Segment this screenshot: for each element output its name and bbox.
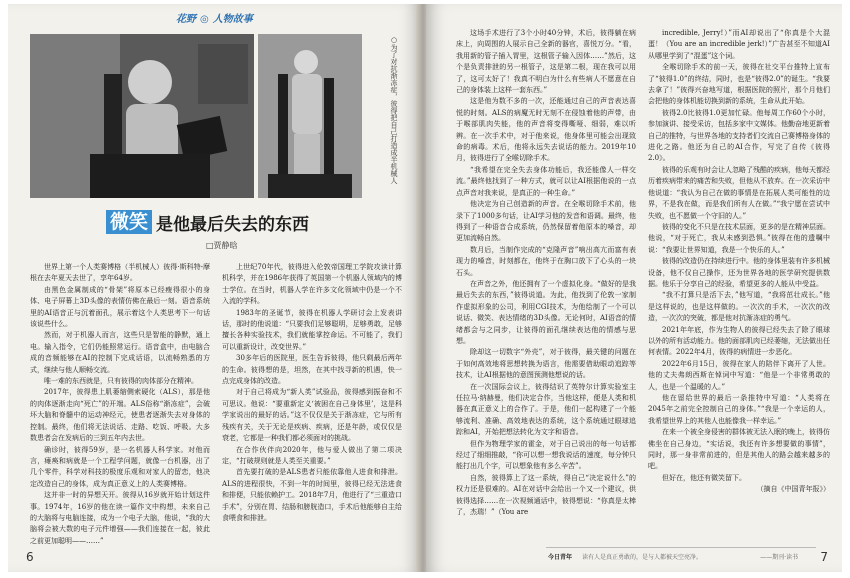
paragraph: 30多年后的医院里，医生告诉彼得，他只剩最后两年的生命。彼得想的是，坦然，在其中找寻新的机遇，快一点完成身体的改造。 <box>222 354 402 386</box>
paragraph: 在合作伙伴向2020年，他与爱人做出了第二项决定，“打破规则就是人类至关重要。” <box>222 445 402 465</box>
header-section: 花野 <box>176 14 196 25</box>
magazine-spread <box>8 4 842 572</box>
article-title <box>106 210 309 234</box>
paragraph: 除却这一切数字“外壳”，对于彼得，最关键的问题在于如何高效地将思想转换为语言，他需要借助眼动追踪等技术，让AI根据他的意图预测他想说的话。 <box>456 348 636 380</box>
photo-group <box>30 34 362 198</box>
paragraph: 但好在，他还有微笑留下。 <box>662 473 746 482</box>
paragraph: 这是他为数不多的一次，还能通过自己的声音表达喜悦的时刻。ALS的病魔无时无刻不在侵蚀着他的声带，由于喉部肌肉失能，他的声音将变得嘶哑、细弱，难以听辨。在一次手术中，对于他来说，他身体里可能会出现致命的病毒。术后，他将永远失去说话的能力。2019年10月，彼得进行了全喉切除手术。 <box>456 97 636 163</box>
paragraph: 确诊时，彼得59岁，是一名机器人科学家。对他而言，瘫痪和病就是一个工程学问题，就像一台机器，出了几个零件，科学对科技的极度乐观和对家人的留恋，他决定改造自己的身体，成为真正意义上的人类赛博格。 <box>30 445 210 488</box>
paragraph: 2017年，彼得患上肌萎缩侧索硬化（ALS），那是他的肉体逐渐走向“死亡”的开端。ALS俗称“渐冻症”，会破坏大脑和脊髓中的运动神经元，使患者逐渐失去对身体的控制。最终，他们将无法说话、走路、吃饭、呼吸。大多数患者会在发病后的三到五年内去世。 <box>30 388 210 443</box>
footer-magazine: 今日青年 <box>548 554 573 561</box>
footer-rule <box>546 547 816 548</box>
left-column-1 <box>30 262 210 554</box>
paragraph: 2021年年底，作为生物人的彼得已经失去了除了眼球以外的所有活动能力。他的面部肌肉已经萎缩，无法做出任何表情。2022年4月，彼得的病情进一步恶化。 <box>648 325 830 357</box>
page-number-right: 7 <box>820 550 828 564</box>
photo-caption: ○为了对抗渐冻症，彼得把自己打造成半机械人 <box>390 36 398 184</box>
right-column-2 <box>648 28 830 554</box>
paragraph: 世界上第一个人类赛博格（半机械人）彼得·斯科特-摩根在去年夏天去世了，享年64岁。 <box>30 263 210 283</box>
paragraph: 上世纪70年代，彼得进入伦敦帝国理工学院攻读计算机科学，并在1986年获得了英国第一个机器人领域内的博士学位。在当时，机器人学在许多文化领域中仍是一个不入流的学科。 <box>222 263 402 306</box>
left-page <box>8 4 420 572</box>
paragraph: 2022年6月15日，彼得在家人的陪伴下离开了人世。他的丈夫弗朗西斯在悼词中写道：“他是一个非常勇敢的人，也是一个温暖的人。” <box>648 359 830 391</box>
paragraph: 由黑色金属制成的“骨架”将原本已经瘦得很小的身体、电子屏幕上3D头像的表情仿佛在最后一刻。语音系统里的AI语音正与沉着面孔，展示着这个人类思考下一句话该说些什么。 <box>30 285 210 329</box>
paragraph: 但作为物理学家的霍金，对于自己说出的每一句话都经过了细细推敲，“你可以想一想我说话的速度，每分钟只能打出几个字，可以想象他有多么辛苦”。 <box>456 439 636 471</box>
title-highlight: 微笑 <box>106 210 152 234</box>
photo-illustration <box>30 34 254 198</box>
paragraph: 彼得的乐观有时会让人忽略了残酷的疾病，他每天都经历着疾病带来的痛苦和失败，但他从不放弃。在一次采访中他说道：“我认为自己在做的事情是在拓展人类可能性的边界，不是我在做，而是我们所有人在做。”“我宁愿在尝试中失败，也不愿做一个守旧的人。” <box>648 165 830 220</box>
paragraph: 彼得的改造仍在持续进行中。他的身体里装有许多机械设备，他不仅自己操作，还为世界各地的医学研究提供数据。他乐于分享自己的经验，希望更多的人能从中受益。 <box>648 257 830 288</box>
header-category: 人物故事 <box>212 14 253 25</box>
photo-man-in-wheelchair <box>30 34 254 198</box>
left-column-2 <box>222 262 402 554</box>
paragraph: 这并非一时的异想天开。彼得从16岁就开始计划这件事。1974年，16岁的他在读一篇作文中构想，未来自己的大脑将与电脑连接，成为一个电子大脑，他说，“我的大脑将会被大数的电子元件增强——我们连接在一起，彼此之前更加聪明——……” <box>30 491 210 545</box>
paragraph: incredible, Jerry!）”而AI却说出了“你真是个大混蛋！（You are an incredible jerk!）”广告甚至不知道AI从哪里学到了“混蛋”这个词。 <box>648 29 830 60</box>
title-rest: 是他最后失去的东西 <box>156 214 310 235</box>
author-byline: □贾静晗 <box>206 241 238 250</box>
page-header: 花野 ◎ 人物故事 <box>176 14 253 25</box>
paragraph: 首先要打破的是ALS患者只能依靠他人进食和排泄。ALS的进程很快，不到一年的时间里，彼得已经无法进食和排便，只能依赖护工。2018年7月，他进行了“三重造口手术”，分别在胃、结肠和膀胱造口，手术后他能够自主给食喂食和排泄。 <box>222 468 402 522</box>
paragraph: 这场手术进行了3个小时40分钟，术后，彼得躺在病床上，向周围的人展示自己全新的器官，喜悦万分。“看，我用新的管子插入胃里，这根管子输入因体……”然后，这个是负责排泄的另一根管子，这是第二根，现在我可以用了，这可太好了！我真不明白为什么有些病人不愿意在自己的身体装上这样一套东西。” <box>456 29 636 95</box>
paragraph: “我不打算只是活下去，”他写道，“我将茁壮成长。”他是这样说的，也是这样做的。一次次的手术，一次次的改造，一次次的突破，都是他对抗渐冻症的勇气。 <box>648 291 830 323</box>
paragraph: 数月后，当制作完成的“克隆声音”响出高亢而富有表现力的嗓音，时刻都在，他终于在胸口放下了心头的一块石头。 <box>456 245 636 277</box>
paragraph: 全喉切除手术的前一天，彼得在社交平台推特上宣布了“彼得1.0”的终结，同时，也是“彼得2.0”的诞生。“我要去拿了！”彼得兴奋地写道，根据医院的照片，那个月他们会把他的身体机能切换到新的系统，生命从此开始。 <box>648 63 830 106</box>
paragraph: “我希望在完全失去身体功能后，我还能像人一样交流。”最终他找到了一种方式，就可以让AI根据他说的一点点声音对我来说，是真正的一种生命。” <box>456 165 636 197</box>
paragraph: 然而，对于机器人而言，这些只是智能的静默，通上电。输入指令，它们仍能照常运行。语音盒中，由电脑合成的音频能够在AI的控制下完成话语，以流畅熟悉的方式，继续与他人顺畅交流。 <box>30 331 210 374</box>
paragraph: 在一次国际会议上，彼得结识了英特尔计算实验室主任拉马·纳赫曼，他们决定合作，当他这样，便是人类和机器在真正意义上的合作了。于是，他们一起构建了一个能够流利、准确、高效地表达的系统，这个系统通过眼球追踪和AI，开始把想法转化为文字和语音。 <box>456 382 636 437</box>
paragraph: 唯一难的东西就是，只有彼得的肉体部分在精神。 <box>44 377 198 386</box>
paragraph: 在来一个被全身侵害的群体被无法入眠的晚上，彼得仿佛坐在自己身边，“实话说，我还有许多想要做的事情”，同时，那一身非常前进的，但是其他人的路会越来越多的吧。 <box>648 428 830 471</box>
paragraph: 自然，彼得算上了这一系统，得自己“决定说什么”的权力还是很难的。AI在对话中会给出一个又一个建议，供彼得选择……在一次视频通话中，彼得想说：“你真是太棒了，杰瑞！”（You are <box>456 473 636 517</box>
paragraph: 他决定为自己创造新的声音。在全喉切除手术前，他录下了1000多句话，让AI学习他的发音和语调。最终，他得到了一种语音合成系统，仍然保留着他原本的嗓音，却更加流畅自然。 <box>456 200 636 243</box>
page-number-left: 6 <box>26 550 34 564</box>
photo-man-standing-chair <box>258 34 362 198</box>
paragraph: 彼得的变化不只是在技术层面，更多的是在精神层面。他说，“对于死亡，我从未感到恐惧。”彼得在他的遗嘱中说：“我要让世界知道，我是一个快乐的人。” <box>648 222 830 254</box>
paragraph: 对于自己将成为“新人类”试验品，彼得感到振奋和不可思议。他说：“要重新定义‘被困在自己身体里’，这是科学家说出的最好的话。”这不仅仅是关于渐冻症，它与所有残疾有关，关于无论是疾病、疾病，还是年龄，或仅仅是衰老，它都是一种我们都必须面对的挑战。 <box>222 388 402 443</box>
paragraph: 他在留给世界的最后一条推特中写道：“人类将在2045年之前完全控制自己的身体。”“我是一个幸运的人，我希望世界上的其他人也能像我一样幸运。” <box>648 394 830 425</box>
right-page <box>426 4 842 572</box>
footer-slogan-block <box>548 552 738 561</box>
footer-slogan: 读有人是真正勇敢的，是与人都被天空亮净。 <box>582 554 703 561</box>
source-note: （摘自《中国青年报》） <box>756 485 830 494</box>
paragraph: 彼得2.0比彼得1.0更加忙碌。他每周工作60个小时，参加演讲、接受采访，包括多家中文媒体。他勤奋地更新着自己的推特，与世界各地的支持者们交流自己赛博格身体的进化之路。他还为自己的AI合作，写完了自传《彼得2.0》。 <box>648 108 830 163</box>
paragraph: 在声音之外，他还拥有了一个虚拟化身。“做好的是我最后失去的东西，”彼得说道。为此，他找到了伦敦一家制作虚拟形象的公司，利用CGI技术，为他绘制了一个可以说话、微笑、表达情绪的3D头像。无论何时，AI语音的情绪都会与之同步，让彼得的面孔继续表达他的情感与思想。 <box>456 279 636 345</box>
paragraph: 1983年的圣诞节，彼得在机器人学研讨会上发表讲话，那时的他说道：“只要我们足够聪明，足够勇敢，足够擅长各种实验技术，我们就能掌控命运。不可能了，我们可以重新设计，改变世界。” <box>222 308 402 351</box>
footer-edition: ——期刊·读书 <box>760 554 798 561</box>
photo-illustration <box>258 34 362 198</box>
right-column-1 <box>456 28 636 554</box>
